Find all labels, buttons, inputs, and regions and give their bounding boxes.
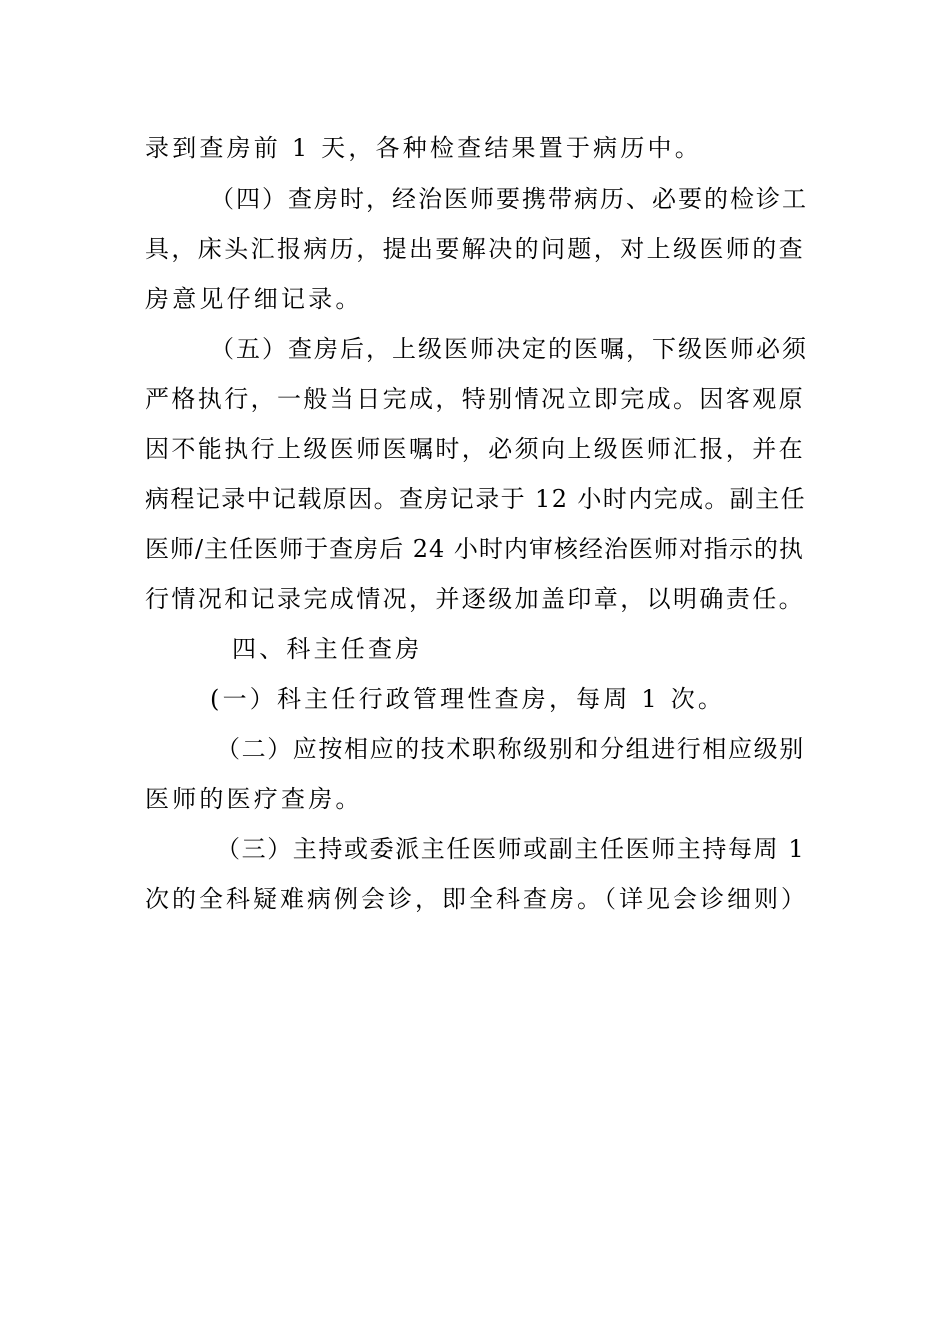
paragraph-line: 医师/主任医师于查房后 24 小时内审核经治医师对指示的执	[145, 535, 804, 563]
paragraph-line: 房意见仔细记录。	[145, 285, 363, 313]
paragraph-line: 次的全科疑难病例会诊，即全科查房。（详见会诊细则）	[145, 885, 808, 913]
paragraph-line: （三）主持或委派主任医师或副主任医师主持每周 1	[216, 835, 806, 863]
paragraph-line: 录到查房前 1 天，各种检查结果置于病历中。	[145, 134, 702, 162]
paragraph-line: （二）应按相应的技术职称级别和分组进行相应级别	[216, 735, 805, 763]
paragraph-line: （四）查房时，经治医师要携带病历、必要的检诊工	[210, 185, 808, 213]
section-heading: 四、科主任查房	[232, 635, 423, 663]
paragraph-line: 具，床头汇报病历，提出要解决的问题，对上级医师的查	[145, 235, 805, 263]
paragraph-line: 严格执行，一般当日完成，特别情况立即完成。因客观原	[145, 385, 805, 413]
paragraph-line: 行情况和记录完成情况，并逐级加盖印章，以明确责任。	[145, 585, 805, 613]
paragraph-line: 因不能执行上级医师医嘱时，必须向上级医师汇报，并在	[145, 435, 805, 463]
paragraph-line: 病程记录中记载原因。查房记录于 12 小时内完成。副主任	[145, 485, 806, 513]
paragraph-line: (一）科主任行政管理性查房，每周 1 次。	[210, 685, 726, 713]
paragraph-line: 医师的医疗查房。	[145, 785, 363, 813]
paragraph-line: （五）查房后，上级医师决定的医嘱，下级医师必须	[210, 335, 808, 363]
